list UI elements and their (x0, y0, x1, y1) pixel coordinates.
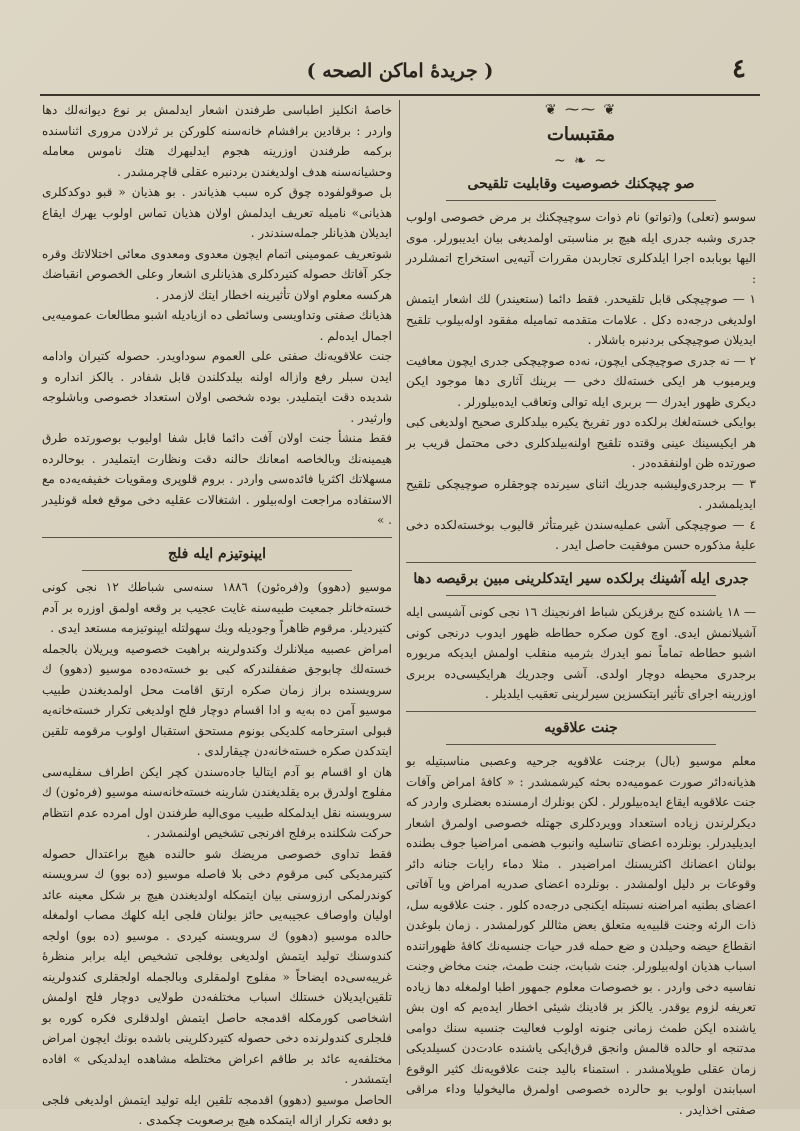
article-title: صو چیچكنك خصوصیت وقابلیت تلقیحی (467, 175, 695, 192)
right-column (406, 100, 756, 1117)
divider (446, 744, 716, 745)
paragraph: جنت علاقویه‌نك صفتی علی العموم سوداویدر. حصوله كتیران وادامه ایدن سبلر رفع وازاله اولنه بیلدكلندن قابل شفادر . یالكز انداره و شدیده دقت ایتملیدر. بوده شخصی اولان استعداد خصوصی وباشلوجه وارثیدر . (42, 349, 392, 425)
divider (42, 537, 392, 538)
paragraph: الحاصل موسیو (دهوو) اقدمجه تلقین ایله تولید ایتمش اولدیغی فلجی بو دفعه تكرار ازاله ایتمكده هیچ برصعوبت چكمدی . (42, 1092, 392, 1127)
paragraph: ۱ — صوچیچكی قابل تلقیحدر. فقط دائما (ستعیندر) لك اشعار ایتمش اولدیغی درجه‌ده دكل . علامات متقدمه تمامیله مفقود اوله‌بیلوب تلقیح ایدیلان صوچیچكی بردنبره باشلار . (406, 292, 756, 347)
page-header (40, 52, 760, 94)
divider (446, 200, 716, 201)
ornament-icon: ❦ ⁓⁓ ❦ (544, 102, 618, 118)
paragraph: خاصهٔ انكلیز اطباسی طرفندن اشعار ایدلمش بر نوع دیوانه‌لك دها واردر : برقادین برافشام خانه‌سنه كلوركن بر ثرلادن مروری اثناسنده بركمه طرفندن اوزرینه هجوم ایدلیهرك هتك ناموس معامله وحشیانه‌سنه هدف اولدیغندن بردنبره عقلی قاچرمشدر . (42, 103, 392, 179)
divider (82, 570, 352, 571)
paragraph: فقط منشأ جنت اولان آفت دائما قابل شفا اولیوب بوصورتده طرق هیمینه‌نك وبالخاصه امعانك حالنه دقت ونظارت ایتملیدر . بوحالرده مسهلاتك اكثریا فائده‌سی واردر . بروم قلوپری ومقویات خفیفه‌یه‌ده مع الاستفاده مراجعت اوله‌بیلور . اشتغالات عقلیه دخی موقع فعله قونلیدر . » (42, 431, 392, 527)
paragraph: معلم موسیو (بال) برجنت علاقویه جرحیه وعصبی مناسبتیله بو هذیانه‌دائر صورت عمومیه‌ده بحثه كیرشمشدر : « كافهٔ امراض وآفات جنت علاقویه ایقاع ایده‌بیلورلر . لكن بونلرك ارمسنده بعضلری واردر كه دیكرلرندن زیاده استعداد وویردكلری جهتله خصوصی اولمرق اشعار ایدیلیدرلر. بونلرده اعضای تناسلیه وانبوب هضمی امراضیا جوف بطنده بولنان اعضانك اكثریسنك امراضیدر . مثلا دماء رایات جنانه دائر وقوعات بر دلیل اولمشدر . بونلرده اعضای صدریه امراض ویا آفاتی اعضای بطنیه امراضنه نسبتله ایكنجی درجه‌ده كلور . جنت علاقویه سل، ذات الرئه وجنت قلبیه‌یه متعلق بعض مثاللر كورلمشدر . زمان بلوغدن انقطاع حیضه وحیلدن و ضع حمله قدر حیات جنسیه‌نك كافهٔ ظهوراتنده اسباب هذیان اوله‌بیلورلر. جنت شبابت، جنت طمث، جنت مخاض وجنت نفاسیه دخی واردر . بو خصوصات معلوم جمهور اطبا اولمغله دها زیاده تعریفه لزوم یوقدر. یالكز بر قادینك شیئی اخطار ایده‌یم كه اون بش یاشنده ایكن طمث زمانی جنونه اولوب فعالیت جنسیه سنك دوامی مدتنجه او حالده قالمش وانجق قرق‌ایكی یاشنده عادت‌دن كسیلدیكی زمان عقلی طوپلامشدر . استمناء باليد جنت علاقویه‌نك كثیر الوقوع اسبابندن اولوب بو حالرده خصوصی اولمرق مالیخولیا وداء مراقی صفتی اخذایدر . (406, 754, 756, 1117)
divider (406, 711, 756, 712)
column-divider (399, 100, 400, 1065)
paragraph: ۲ — نه جدری صوچیچكی ایچون، نه‌ده صوچیچكی جدری ایچون معافیت ویرمیوب هر ایكی خسته‌لك دخی — برینك آثاری دها موجود ایكن دیكری ظهور ایدرك — بربری ایله توالی وتعاقب ایده‌بیلورلر . (406, 353, 756, 409)
page-number: ٤ (732, 54, 746, 84)
paragraph: موسیو (دهوو) و(فره‌ئون) ۱۸۸٦ سنه‌سی شباطك ۱۲ نجی كونی خسته‌خانلر جمعیت طبیه‌سنه غایت عجیب بر وقعه اولمق اوزره بر آدم كتیردیلر. مرقوم ظاهراً وجودیله وبك سهولتله ایپنوتیزمه مستعد ایدی . (42, 580, 392, 635)
paragraph: بوایكی خسته‌لغك برلكده دور تفریخ یكیره بیلدكلری صحیح اولدیغی كبی هر ایكیسینك عینی وقتده تلقیح اولنه‌بیلدكلری دخی محتمل قریب بر صورتده ظن اولنفقده‌در . (406, 415, 756, 470)
paragraph: ۳ — برجدری‌ولیشبه جدریك اثنای سیرنده چوجقلره صوچیچكی تلقیح ایدیلمشدر . (406, 476, 756, 511)
paragraph: بل صوقولفوده چوق كره سبب هذیاندر . بو هذیان « قبو دوكدكلری هذیانی» نامیله تعریف ایدلمش اولان هذیان تماس اولوب یهرك ایقاع ایدیلان هذیانلر جمله‌سندندر . (42, 185, 392, 240)
article-title: ایپنوتیزم ایله فلج (167, 545, 267, 562)
paragraph: هذیانك صفتی وتداویسی وسائطی ده ازیادیله اشبو مطالعات عمومیه‌یی اجمال ایده‌لم . (42, 308, 392, 343)
ornament-icon: ~ ❧ ~ (553, 153, 609, 169)
paragraph: سوسو (تعلی) و(تواتو) نام ذوات سوچیچكنك بر مرض خصوصی اولوب جدری وشبه جدری ایله هیچ بر مناسبتی اولمدیغی بیان ایدیبورلر. موی الیها بوبابده اجرا ایلدكلری تجاربدن مقررات آتیه‌یی استخراج اتمشلردر : (406, 210, 756, 286)
article-title: جنت علاقویه (544, 719, 618, 736)
paragraph: شوتعریف عمومینی اتمام ایچون معدوی ومعدوی معائی اختلالاتك وقره جكر آفاتك حصوله كتیردكلری هذیانلری اشعار وعلی الخصوص انقباضك هركسه معلوم اولان تأثیرینه اخطار ایتك لازمدر . (42, 246, 392, 302)
paragraph: امراض عصبیه میلانلرك وكندولرینه براهیت خصوصیه ویریلان بالجمله خسته‌لك چابوجق ضففلندركه كبی بو خسته‌ده‌ده موسیو (دهوو) ك سرویسنده براز زمان صكره ارتق اقامت محل اولمدیغندن طبیب موسیو آمن ده به‌یه و ادا اقسام دوچار فلج اولدیغی تكرار خسته‌خانه‌یه قبولی استرحامه كلدیكی بونوم مستحق استقبال اولوب مرقومه تلقین ایتدكدن صكره خسته‌خانه‌دن چیقارلدی . (42, 641, 392, 758)
journal-title: ( جريدهٔ اماكن الصحه ) (306, 60, 494, 82)
left-column (42, 100, 392, 1127)
article-title: جدری ایله آشینك برلكده سیر ایتدكلرینی مبین برقیصه دها (413, 570, 749, 587)
divider (406, 562, 756, 563)
divider (446, 595, 716, 596)
paragraph: ٤ — صوچیچكی آشی عملیه‌سندن غیرمتأثر قالیوب بوخسته‌لكده دخی علیهٔ مذكوره حسن موفقیت حاصل ایدر . (406, 517, 756, 552)
paragraph: هان او اقسام بو آدم ایتالیا جاده‌سندن كچر ایكن اطراف سفلیه‌سی مفلوج اولدرق بره یقلدیغندن شارینه خسته‌خانه‌سنه موسیو (فره‌ئون) ك سرویسنه نقل ایدلمكله طبیب موی‌الیه طرفندن اول امرده عدم انتظام حركت شكلنده برفلج افرنجی تشخیص اولنمشدر . (42, 764, 392, 840)
section-title: مقتبسات (546, 123, 616, 145)
paragraph: فقط تداوی خصوصی مریضك شو حالنده هیچ براعتدال حصوله كتیرمدیكی كبی مرقوم دخی بلا فاصله موسیو (ده بوو) ك سرویسنه كوندرلمكی ارزوسنی بیان ایتمكله اولدیغندن هیچ بر شكل معینه عائد اولیان واوصاف عجیبه‌یی حائز بولنان فلجی ایله كلهك مصاب اولمغله حالده موسیو (دهوو) ك سرویسنه كیردی . موسیو (ده بوو) اولجه كندوسنك تولید ایتمش اولدیغی بوفلجی تشخیص ایله برابر منظرهٔ غریبه‌سی‌ده ایضاحاً « مفلوج اولمقلری وبالجمله اولجقلری كندولرینه تلقین‌ایدیلان خستلك اسباب مختلفه‌دن طولایی دوچار فلج اولمش اشخاصی كورمكله اقدمجه حاصل ایتمش اولدقلری فكره كوره بو فلجلری كندولرنده دخی حصوله كتیردكلرینی باشده بونك ایچون امراض مختلفه‌یه عائد بر طاقم اعراض مختلطه مشاهده ایدلدیكی » افاده ایتمشدر . (42, 846, 392, 1086)
header-rule (40, 94, 760, 96)
paragraph: — ۱۸ یاشنده كنج برقزیكن شباط افرنجینك ۱٦ نجی كونی آشیسی ایله آشیلانمش ایدی. اوچ كون صكره حطاطه ظهور ایدوب درنجی كونی اشبو حطاطه تماماً نمو ایدرك بثرمیه منقلب اولمش ایدیكه مریوره برجدری محیطه دوچار اولدی. آشی وجدریك هرایكیسی‌ده بربری اوزرینه اجرای تأثیر ایتكسزین سیرلرینی تعقیب ایلدیلر . (406, 605, 756, 701)
